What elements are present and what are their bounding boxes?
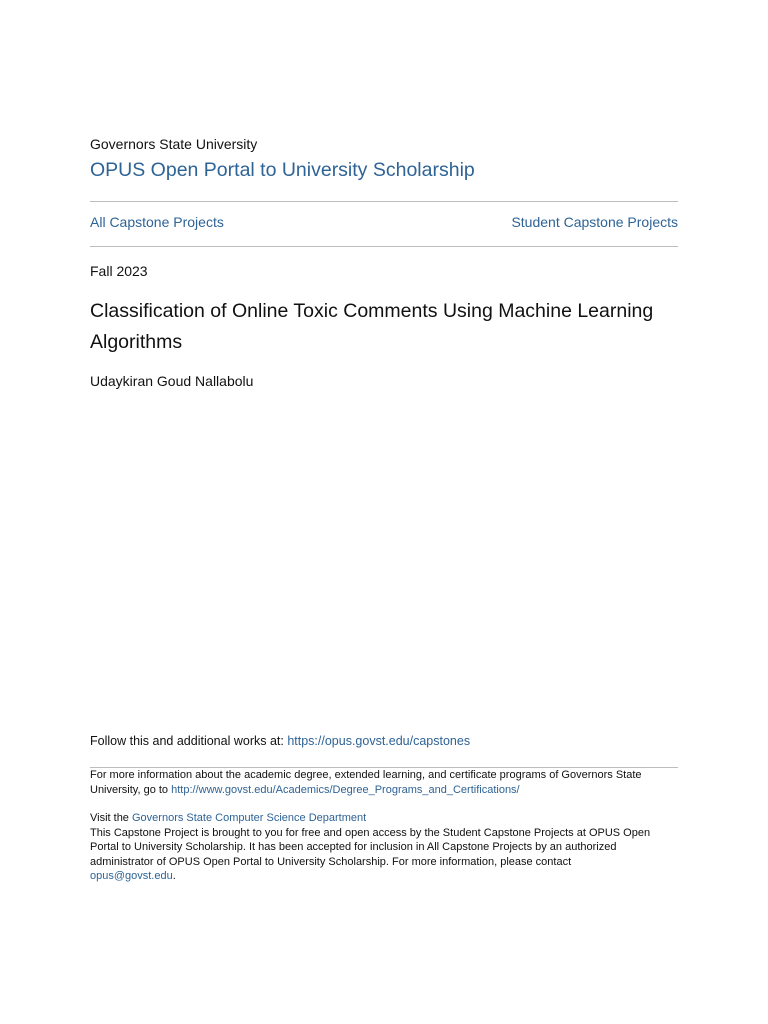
more-info-text: For more information about the academic degree, extended learning, and certificate programs of Governors State University, go to bbox=[90, 769, 642, 796]
student-capstone-projects-link[interactable]: Student Capstone Projects bbox=[511, 214, 678, 230]
top-divider bbox=[90, 201, 678, 202]
nav-divider bbox=[90, 246, 678, 247]
visit-prefix: Visit the bbox=[90, 812, 132, 824]
degree-programs-link[interactable]: http://www.govst.edu/Academics/Degree_Programs_and_Certifications/ bbox=[171, 783, 520, 796]
author-name: Udaykiran Goud Nallabolu bbox=[90, 373, 254, 389]
contact-email-link[interactable]: opus@govst.edu bbox=[90, 870, 173, 883]
follow-line bbox=[90, 733, 470, 750]
document-title: Classification of Online Toxic Comments Using Machine Learning Algorithms bbox=[90, 300, 654, 353]
visit-paragraph bbox=[90, 811, 678, 884]
access-statement: This Capstone Project is brought to you for free and open access by the Student Capstone Projects at OPUS Open Portal to University Scholarship. It has been accepted for inclusion in All Capstone Projects by an authorized administrator of OPUS Open Portal to University Scholarship. For more information, please contact bbox=[90, 826, 651, 868]
cover-page bbox=[90, 0, 678, 1024]
computer-science-department-link[interactable]: Governors State Computer Science Department bbox=[132, 812, 367, 824]
institution-name: Governors State University bbox=[90, 136, 258, 152]
publication-date: Fall 2023 bbox=[90, 263, 148, 279]
follow-prefix: Follow this and additional works at: bbox=[90, 734, 288, 748]
more-info-paragraph bbox=[90, 768, 678, 797]
all-capstone-projects-link[interactable]: All Capstone Projects bbox=[90, 214, 224, 230]
capstones-url-link[interactable]: https://opus.govst.edu/capstones bbox=[287, 734, 471, 748]
statement-end: . bbox=[172, 870, 176, 883]
portal-title-link[interactable]: OPUS Open Portal to University Scholarship bbox=[90, 159, 475, 181]
